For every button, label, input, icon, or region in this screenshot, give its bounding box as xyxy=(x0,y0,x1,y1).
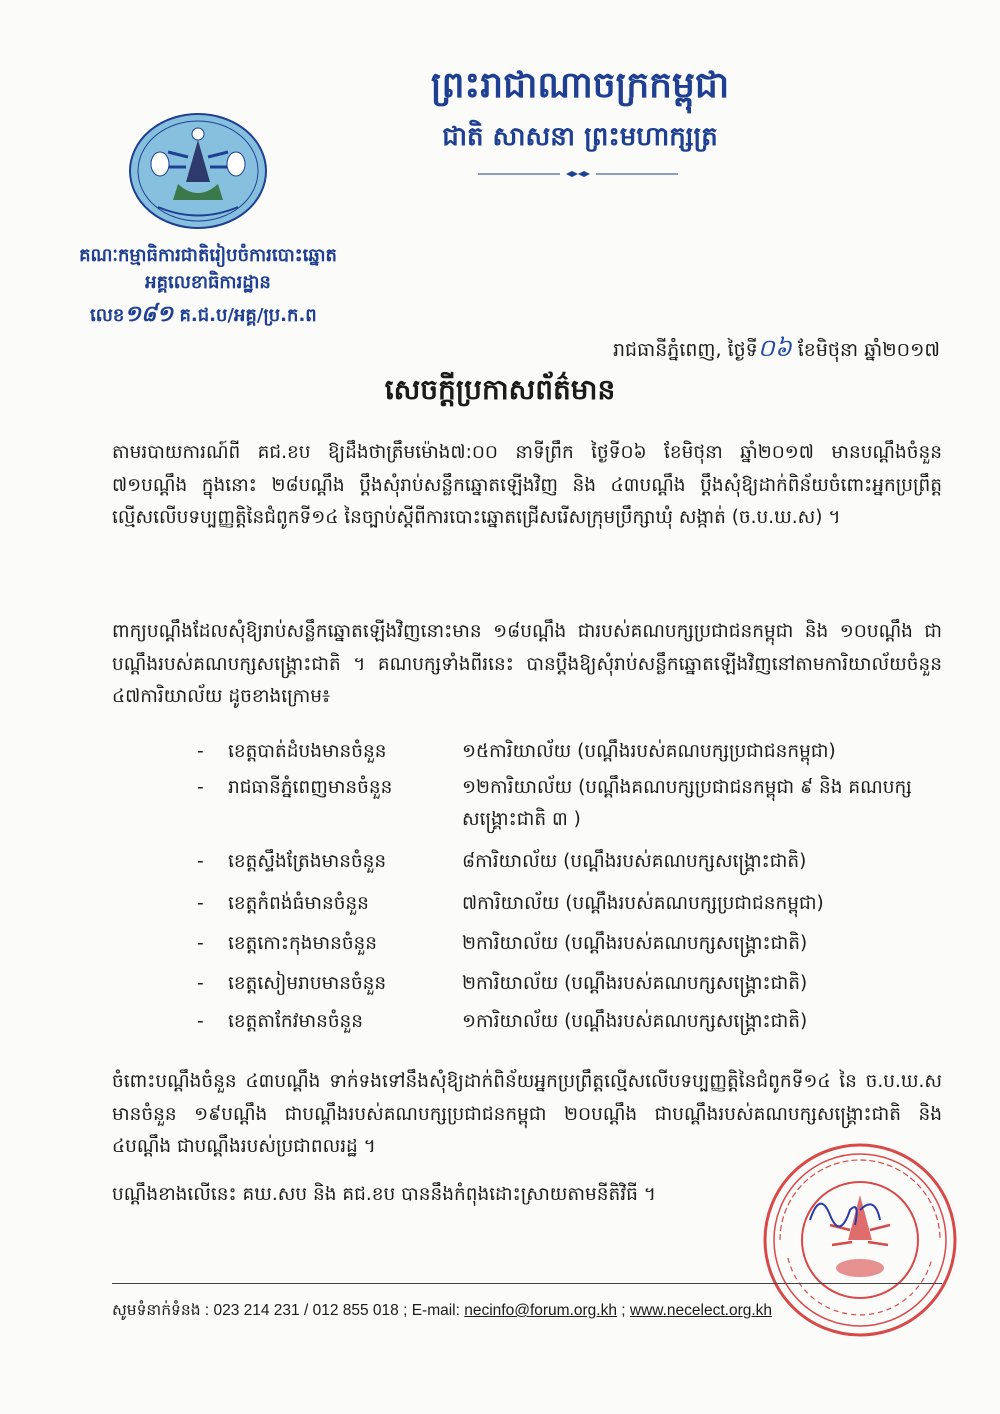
list-dash: - xyxy=(197,893,204,914)
list-province: ខេត្តបាត់ដំបងមានចំនួន xyxy=(228,741,387,762)
ref-suffix: គ.ជ.ប/អគ្គ/ប្រ.ក.ព xyxy=(173,305,317,326)
list-detail: ៨ការិយាល័យ (បណ្តឹងរបស់គណបក្សសង្គ្រោះជាតិ) xyxy=(462,851,807,872)
date-prefix: រាជធានីភ្នំពេញ, ថ្ងៃទី xyxy=(612,339,758,361)
ornament-divider xyxy=(478,169,678,179)
list-detail: ១៥ការិយាល័យ (បណ្តឹងរបស់គណបក្សប្រជាជនកម្ពុជា) xyxy=(462,741,836,762)
list-detail: ២ការិយាល័យ (បណ្តឹងរបស់គណបក្សសង្គ្រោះជាតិ) xyxy=(462,973,808,994)
ref-prefix: លេខ xyxy=(90,305,125,326)
list-dash: - xyxy=(197,741,204,762)
paragraph-4: បណ្តឹងខាងលើនេះ គឃ.សប និង គជ.ខប បាននឹងកំពុងដោះស្រាយតាមនីតិវិធី ។ xyxy=(112,1184,656,1205)
kingdom-title: ព្រះរាជាណាចក្រកម្ពុជា xyxy=(430,64,730,106)
list-dash: - xyxy=(197,851,204,872)
list-province: ខេត្តកោះកុងមានចំនួន xyxy=(228,933,378,954)
nec-emblem-icon xyxy=(128,112,268,230)
paragraph-1: តាមរបាយការណ៍ពី គជ.ខប ឱ្យដឹងថាត្រឹមម៉ោង៧:០០ នាទីព្រឹក ថ្ងៃទី០៦ ខែមិថុនា ឆ្នាំ២០១៧ មានបណ្តឹងចំនួន ៧១បណ្តឹង ក្នុងនោះ ២៨បណ្តឹង ប្តឹងសុំរាប់សន្លឹកឆ្នោតឡើងវិញ និង ៤៣បណ្តឹង ប្តឹងសុំឱ្យដាក់ពិន័យចំពោះអ្នកប្រព្រឹត្តល្មើសលើបទប្បញ្ញត្តិនៃជំពូកទី១៤ នៃច្បាប់ស្តីពីការបោះឆ្នោតជ្រើសរើសក្រុមប្រឹក្សាឃុំ សង្កាត់ (ច.ប.ឃ.ស) ។ xyxy=(112,442,942,528)
list-province: ខេត្តស្ទឹងត្រែងមានចំនួន xyxy=(228,851,387,872)
date-line xyxy=(500,333,940,368)
website-link[interactable]: www.necelect.org.kh xyxy=(629,1302,773,1319)
date-suffix: ខែមិថុនា ឆ្នាំ២០១៧ xyxy=(791,339,940,361)
list-province: ខេត្តសៀមរាបមានចំនួន xyxy=(228,973,387,994)
reference-number xyxy=(90,300,390,332)
org-name: គណៈកម្មាធិការជាតិរៀបចំការបោះឆ្នោត xyxy=(79,245,337,266)
list-dash: - xyxy=(197,1011,204,1032)
list-detail: ១ការិយាល័យ (បណ្តឹងរបស់គណបក្សសង្គ្រោះជាតិ) xyxy=(462,1011,808,1032)
list-dash: - xyxy=(197,973,204,994)
list-province: រាជធានីភ្នំពេញមានចំនួន xyxy=(228,777,393,798)
paragraph-2: ពាក្យបណ្តឹងដែលសុំឱ្យរាប់សន្លឹកឆ្នោតឡើងវិញនោះមាន ១៨បណ្តឹង ជារបស់គណបក្សប្រជាជនកម្ពុជា និង ១០បណ្តឹង ជាបណ្តឹងរបស់គណបក្សសង្គ្រោះជាតិ ។ គណបក្សទាំងពីរនេះ បានប្តឹងឱ្យសុំរាប់សន្លឹកឆ្នោតឡើងវិញនៅតាមការិយាល័យចំនួន ៤៧ការិយាល័យ ដូចខាងក្រោម៖ xyxy=(112,621,942,707)
list-dash: - xyxy=(197,933,204,954)
footer-divider xyxy=(112,1283,942,1284)
document-title: សេចក្តីប្រកាសព័ត៌មាន xyxy=(384,373,616,406)
list-dash: - xyxy=(197,777,204,798)
list-detail: ៧ការិយាល័យ (បណ្តឹងរបស់គណបក្សប្រជាជនកម្ពុជា) xyxy=(462,893,824,914)
national-motto: ជាតិ សាសនា ព្រះមហាក្សត្រ xyxy=(442,122,718,152)
contact-text: សូមទំនាក់ទំនង : 023 214 231 / 012 855 018 ; E-mail: xyxy=(112,1302,465,1319)
ref-number: ១៨១ xyxy=(124,301,174,327)
signature-mark xyxy=(800,1180,920,1240)
list-province: ខេត្តកំពង់ធំមានចំនួន xyxy=(228,893,369,914)
footer-separator: ; xyxy=(616,1302,630,1319)
list-province: ខេត្តតាកែវមានចំនួន xyxy=(228,1011,364,1032)
date-day: ០៦ xyxy=(757,334,792,362)
footer-contact xyxy=(112,1300,952,1323)
list-detail: ២ការិយាល័យ (បណ្តឹងរបស់គណបក្សសង្គ្រោះជាតិ) xyxy=(462,933,808,954)
paragraph-3: ចំពោះបណ្តឹងចំនួន ៤៣បណ្តឹង ទាក់ទងទៅនឹងសុំឱ្យដាក់ពិន័យអ្នកប្រព្រឹត្តល្មើសលើបទប្បញ្ញត្តិនៃជំពូកទី១៤ នៃ ច.ប.ឃ.ស មានចំនួន ១៩បណ្តឹង ជាបណ្តឹងរបស់គណបក្សប្រជាជនកម្ពុជា ២០បណ្តឹង ជាបណ្តឹងរបស់គណបក្សសង្គ្រោះជាតិ និង ៤បណ្តឹង ជាបណ្តឹងរបស់ប្រជាពលរដ្ឋ ។ xyxy=(112,1071,942,1157)
list-detail: ១២ការិយាល័យ (បណ្តឹងគណបក្សប្រជាជនកម្ពុជា ៩ និង គណបក្សសង្គ្រោះជាតិ ៣ ) xyxy=(462,777,912,830)
email-link[interactable]: necinfo@forum.org.kh xyxy=(464,1302,617,1319)
org-department: អគ្គលេខាធិការដ្ឋាន xyxy=(145,272,271,293)
